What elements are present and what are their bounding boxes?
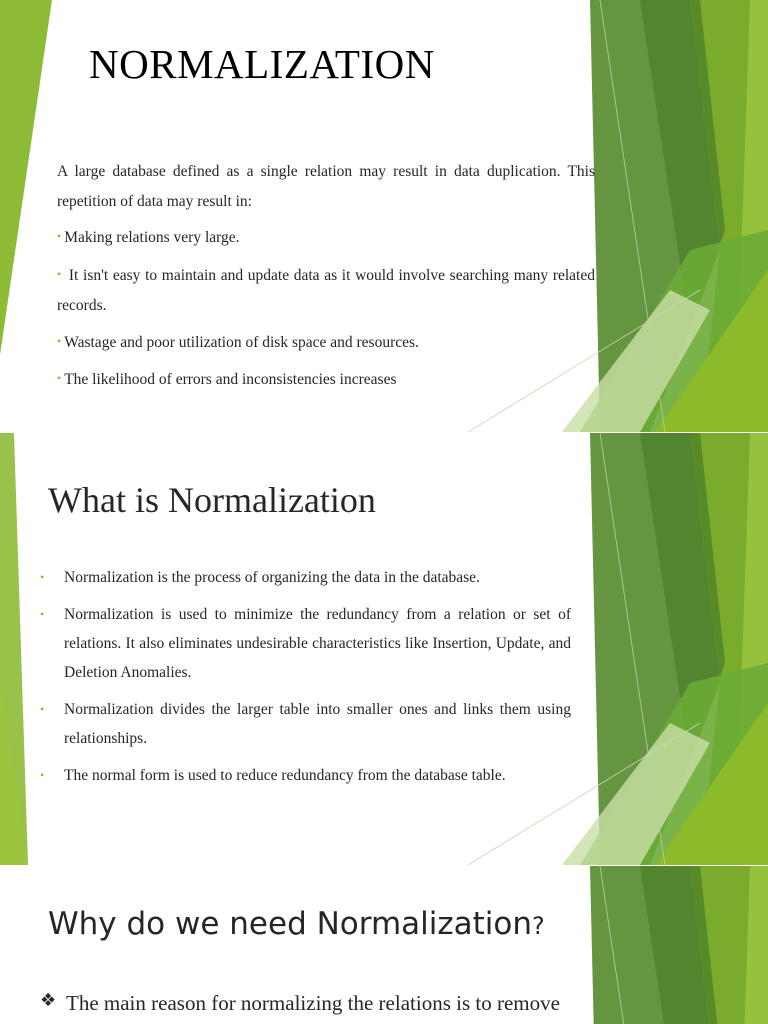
bullet-icon: • xyxy=(40,768,45,782)
bullet-icon: • xyxy=(40,570,45,584)
slide-2 xyxy=(0,433,768,865)
bullet-icon: • xyxy=(40,702,45,716)
bullet-icon: • xyxy=(57,333,62,348)
diamond-bullet-icon: ❖ xyxy=(40,990,57,1011)
slide-3 xyxy=(0,866,768,1024)
list-item: • The normal form is used to reduce redundancy from the database table. xyxy=(40,761,571,790)
slide-1 xyxy=(0,0,768,432)
bullet-list xyxy=(40,563,571,798)
list-item: • Normalization is the process of organizing the data in the database. xyxy=(40,563,571,592)
slide-title: Why do we need Normalization? xyxy=(48,906,545,942)
bullet-icon: • xyxy=(57,229,62,243)
intro-paragraph: A large database defined as a single relation may result in data duplication. This repetition of data may result in: xyxy=(57,163,595,210)
bullet-icon: • xyxy=(40,607,45,621)
slide-title: What is Normalization xyxy=(48,480,376,520)
bullet-list xyxy=(40,988,600,1024)
bullet-icon: • xyxy=(57,266,62,281)
slide-title: NORMALIZATION xyxy=(89,41,435,87)
list-item: • Making relations very large. xyxy=(57,229,240,246)
list-item: • Normalization is used to minimize the redundancy from a relation or set of relations. It also eliminates undesirable characteristics like Insertion, Update, and Deletion Anomalies. xyxy=(40,600,571,687)
list-item: • It isn't easy to maintain and update data as it would involve searching many related records. xyxy=(57,266,595,314)
list-item: • Wastage and poor utilization of disk space and resources. xyxy=(57,333,419,351)
list-item: • Normalization divides the larger table into smaller ones and links them using relationships. xyxy=(40,695,571,753)
list-item: • The likelihood of errors and inconsistencies increases xyxy=(57,371,397,388)
slide-body xyxy=(57,157,595,403)
bullet-icon: • xyxy=(57,371,62,385)
list-item: ❖ The main reason for normalizing the relations is to remove xyxy=(40,988,600,1018)
